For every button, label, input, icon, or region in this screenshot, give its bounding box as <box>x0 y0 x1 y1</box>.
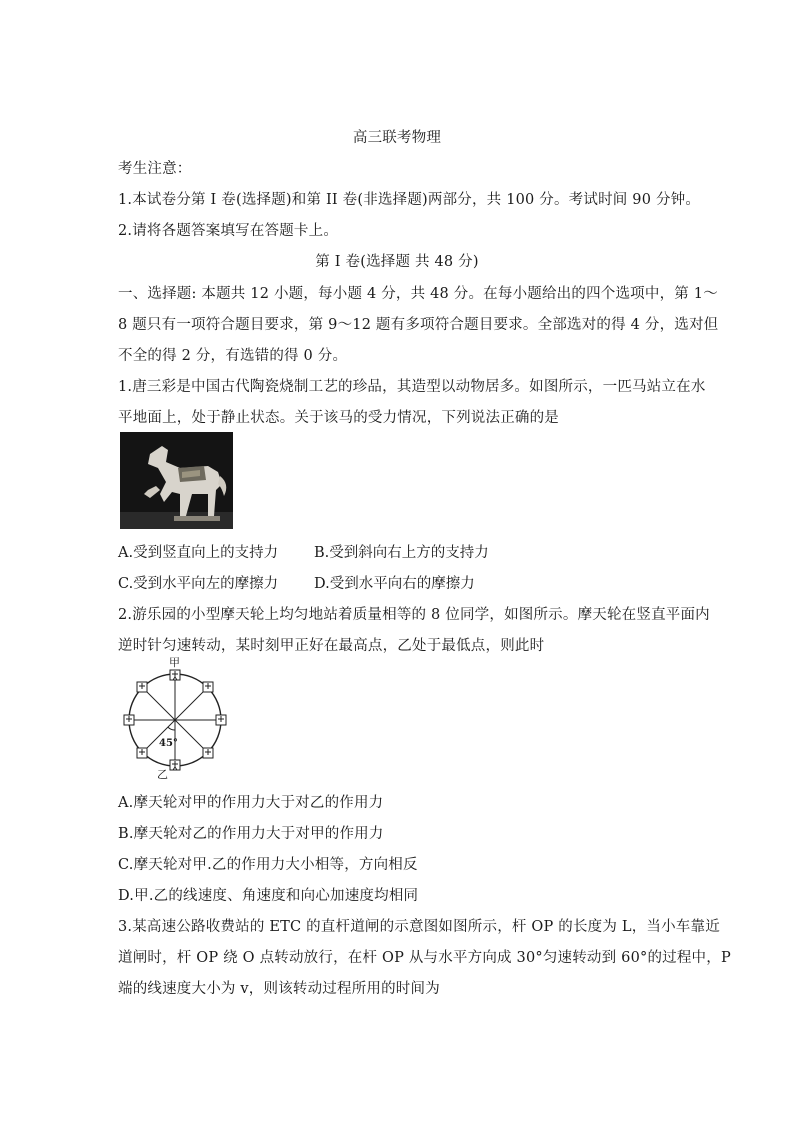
notice-item: 1.本试卷分第 I 卷(选择题)和第 II 卷(非选择题)两部分，共 100 分。考试时间 90 分钟。 <box>118 192 701 208</box>
section-title: 第 I 卷(选择题 共 48 分) <box>315 254 479 270</box>
exam-title: 高三联考物理 <box>352 130 442 146</box>
q2-option-a: A.摩天轮对甲的作用力大于对乙的作用力 <box>118 795 384 811</box>
wheel-label-jia: 甲 <box>169 656 180 669</box>
q2-option-c: C.摩天轮对甲.乙的作用力大小相等，方向相反 <box>118 857 418 873</box>
ferris-wheel-diagram <box>115 656 235 781</box>
section-intro-line: 一、选择题: 本题共 12 小题，每小题 4 分，共 48 分。在每小题给出的四个选项中，第 1～ <box>118 286 718 302</box>
q2-stem-line: 2.游乐园的小型摩天轮上均匀地站着质量相等的 8 位同学，如图所示。摩天轮在竖直平面内 <box>118 607 710 623</box>
wheel-label-yi: 乙 <box>157 768 168 781</box>
q1-option-c: C.受到水平向左的摩擦力 <box>118 576 279 592</box>
q2-option-b: B.摩天轮对乙的作用力大于对甲的作用力 <box>118 826 384 842</box>
q3-stem-line: 道闸时，杆 OP 绕 O 点转动放行，在杆 OP 从与水平方向成 30°匀速转动到 60°的过程中，P <box>118 950 731 966</box>
q1-option-b: B.受到斜向右上方的支持力 <box>314 545 489 561</box>
q2-option-d: D.甲.乙的线速度、角速度和向心加速度均相同 <box>118 888 419 904</box>
tang-sancai-horse-image <box>120 432 233 529</box>
q1-option-a: A.受到竖直向上的支持力 <box>118 545 279 561</box>
section-intro-line: 8 题只有一项符合题目要求，第 9～12 题有多项符合题目要求。全部选对的得 4 分，选对但 <box>118 317 719 333</box>
notice-item: 2.请将各题答案填写在答题卡上。 <box>118 223 339 239</box>
q2-stem-line: 逆时针匀速转动，某时刻甲正好在最高点，乙处于最低点，则此时 <box>118 638 545 654</box>
q3-stem-line: 3.某高速公路收费站的 ETC 的直杆道闸的示意图如图所示，杆 OP 的长度为 L，当小车靠近 <box>118 919 720 935</box>
wheel-angle-label: 45° <box>159 738 178 749</box>
q3-stem-line: 端的线速度大小为 v，则该转动过程所用的时间为 <box>118 981 440 997</box>
q1-stem-line: 1.唐三彩是中国古代陶瓷烧制工艺的珍品，其造型以动物居多。如图所示，一匹马站立在水 <box>118 379 706 395</box>
q1-option-d: D.受到水平向右的摩擦力 <box>314 576 475 592</box>
q1-stem-line: 平地面上，处于静止状态。关于该马的受力情况，下列说法正确的是 <box>118 410 559 426</box>
notice-heading: 考生注意： <box>118 161 192 177</box>
section-intro-line: 不全的得 2 分，有选错的得 0 分。 <box>118 348 348 364</box>
